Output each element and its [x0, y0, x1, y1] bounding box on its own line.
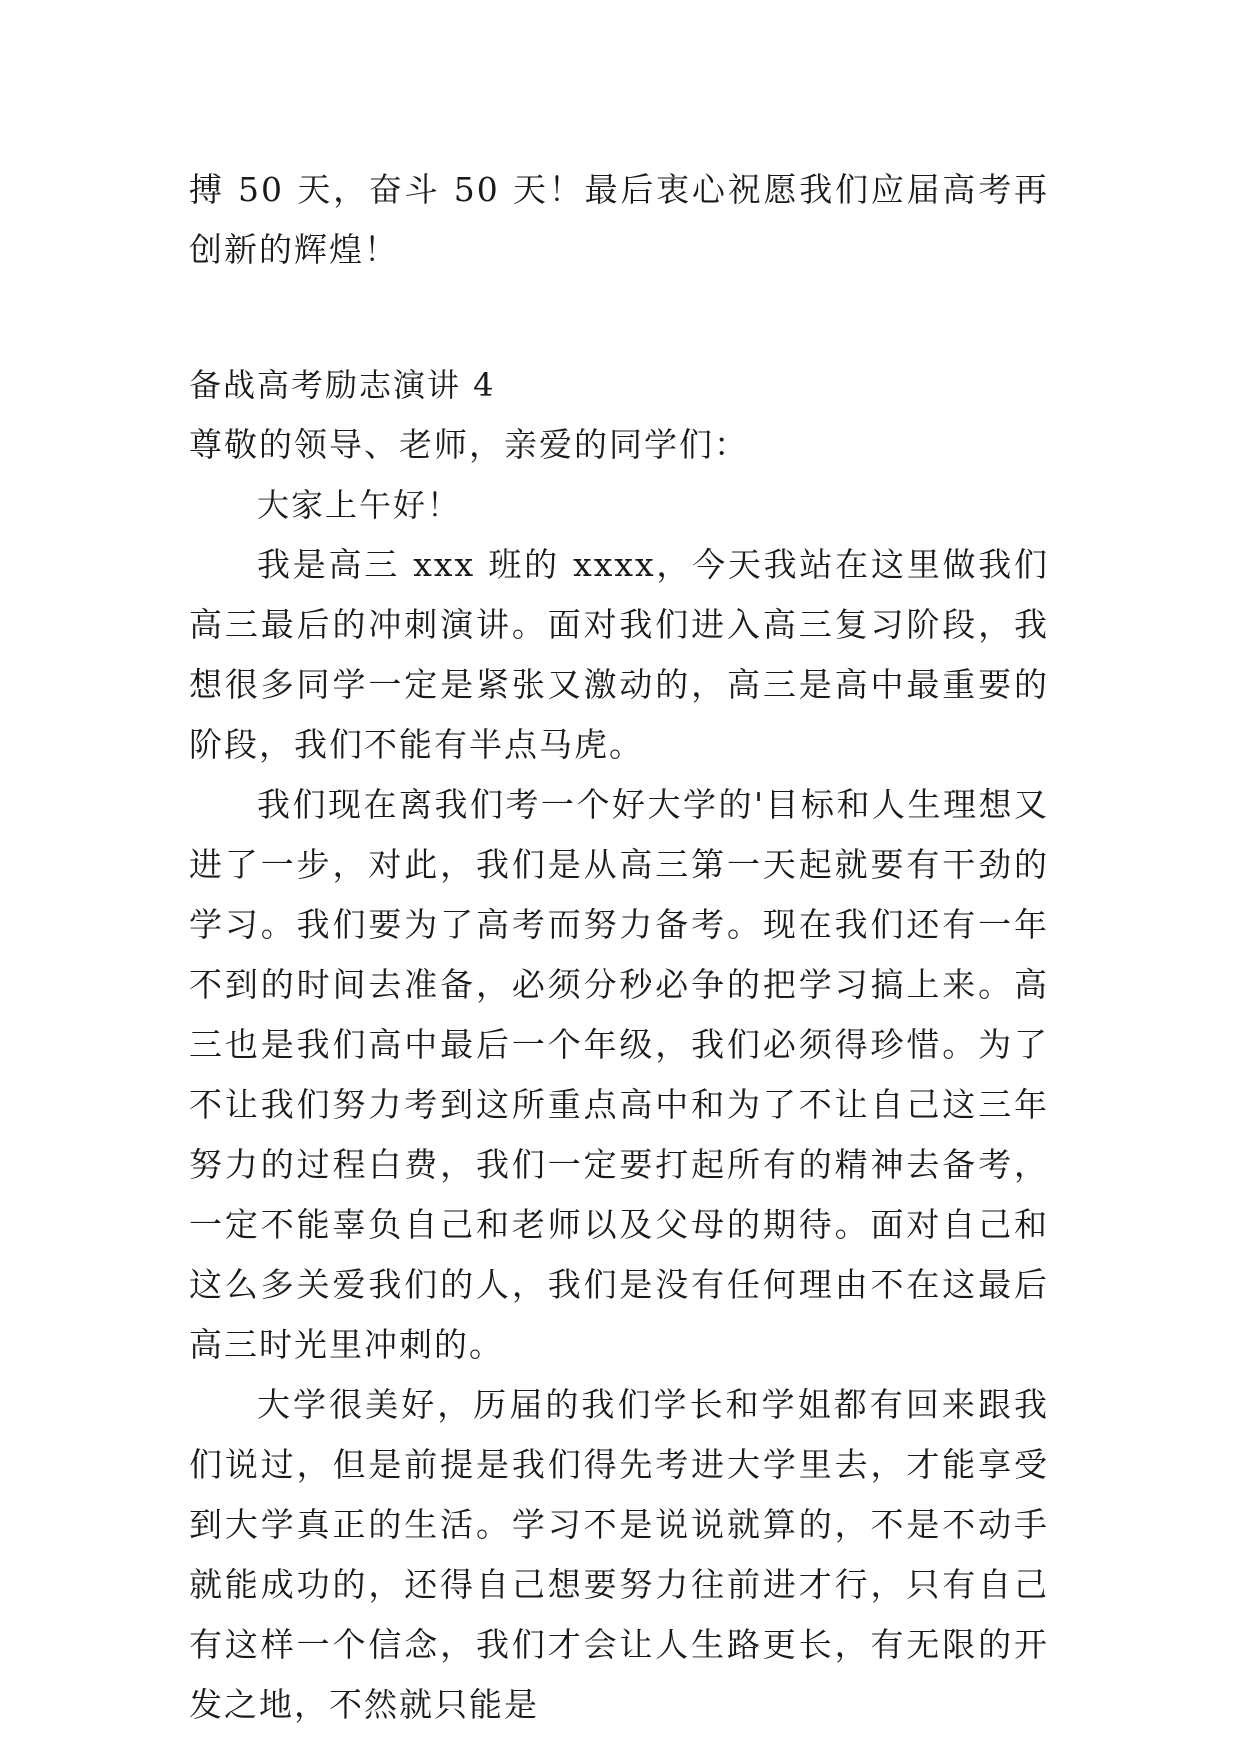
greeting: 大家上午好！	[257, 486, 462, 524]
section-title: 备战高考励志演讲 4	[189, 366, 496, 404]
paragraph-3: 大学很美好，历届的我们学长和学姐都有回来跟我们说过，但是前提是我们得先考进大学里去，才能享受到大学真正的生活。学习不是说说就算的，不是不动手就能成功的，还得自己想要努力往前进才行，只有自己有这样一个信念，我们才会让人生路更长，有无限的开发之地，不然就只能是	[189, 1385, 1049, 1724]
salutation: 尊敬的领导、老师，亲爱的同学们：	[189, 425, 749, 464]
continued-paragraph: 搏 50 天，奋斗 50 天！最后衷心祝愿我们应届高考再创新的辉煌！	[189, 170, 1049, 269]
document-body	[189, 160, 1049, 1735]
section-gap	[189, 280, 1049, 355]
paragraph-2: 我们现在离我们考一个好大学的'目标和人生理想又进了一步，对此，我们是从高三第一天起就要有干劲的学习。我们要为了高考而努力备考。现在我们还有一年不到的时间去准备，必须分秒必争的把学习搞上来。高三也是我们高中最后一个年级，我们必须得珍惜。为了不让我们努力考到这所重点高中和为了不让自己这三年努力的过程白费，我们一定要打起所有的精神去备考，一定不能辜负自己和老师以及父母的期待。面对自己和这么多关爱我们的人，我们是没有任何理由不在这最后高三时光里冲刺的。	[189, 785, 1049, 1364]
paragraph-1: 我是高三 xxx 班的 xxxx，今天我站在这里做我们高三最后的冲刺演讲。面对我们进入高三复习阶段，我想很多同学一定是紧张又激动的，高三是高中最重要的阶段，我们不能有半点马虎。	[189, 545, 1049, 764]
